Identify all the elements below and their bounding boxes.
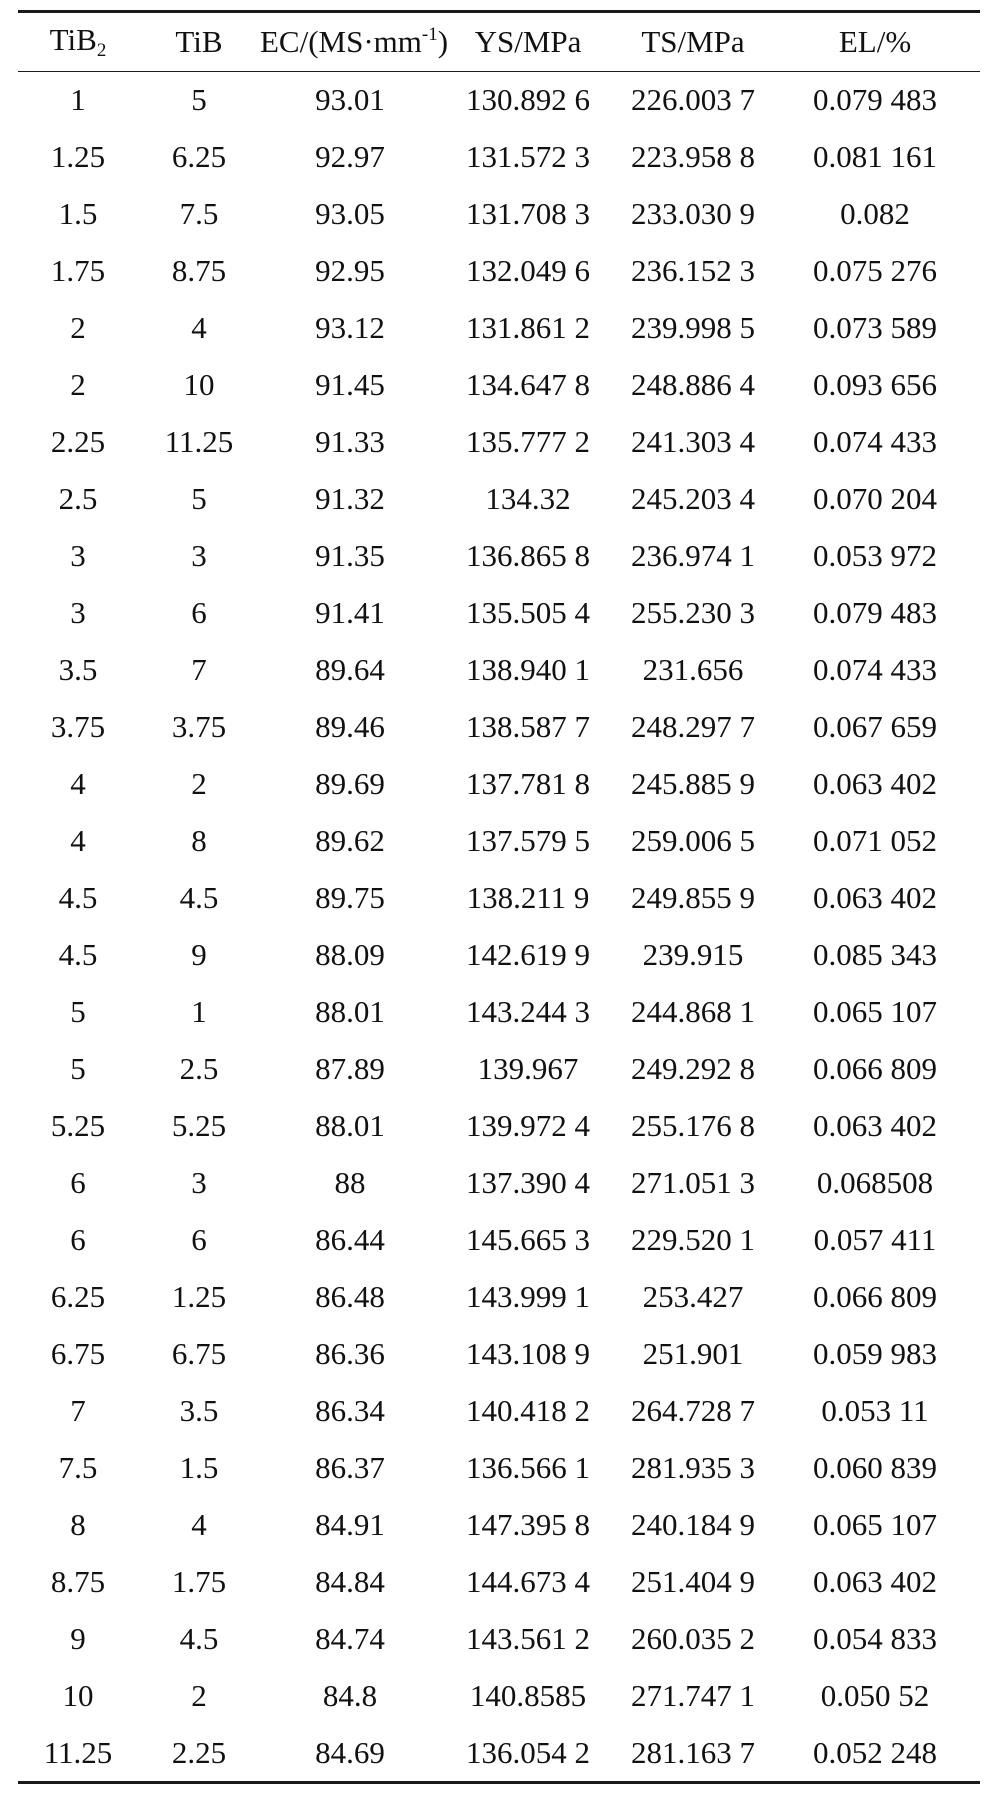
table-cell-tib: 5 [191,480,207,516]
table-row [18,698,980,755]
table-row [18,1439,980,1496]
table-cell-ys: 147.395 8 [466,1506,590,1542]
table-cell-ys: 138.940 1 [466,651,590,687]
table-cell-tib: 11.25 [164,423,234,459]
table-cell-ts: 239.998 5 [631,309,755,345]
table-cell-tib2: 6.75 [50,1335,106,1371]
table-cell-ts: 259.006 5 [631,822,755,858]
table-cell-ts: 226.003 7 [631,82,755,117]
table-cell-ys: 132.049 6 [466,252,590,288]
table-cell-el: 0.063 402 [813,765,937,801]
table-cell-el: 0.066 809 [813,1278,937,1314]
table-cell-el: 0.079 483 [813,594,937,630]
table-cell-tib2: 5 [70,1050,86,1086]
table-cell-ys: 131.708 3 [466,195,590,231]
table-cell-ys: 143.244 3 [466,993,590,1029]
table-cell-tib: 8 [191,822,207,858]
column-header-ec [260,12,449,72]
table-cell-tib: 2 [191,1677,207,1713]
table-cell-ec: 84.84 [315,1563,385,1599]
table-row [18,185,980,242]
table-cell-ys: 131.572 3 [466,138,590,174]
table-cell-tib2: 10 [62,1677,94,1713]
table-cell-tib: 5 [191,82,207,117]
table-cell-ec: 88.01 [315,993,385,1029]
table-row [18,641,980,698]
table-cell-ys: 138.587 7 [466,708,590,744]
table-cell-ec: 88 [334,1164,366,1200]
table-cell-ys: 134.32 [485,480,571,516]
table-row [18,72,980,129]
table-cell-ec: 86.34 [315,1392,385,1428]
table-cell-tib: 1.75 [171,1563,227,1599]
table-cell-tib2: 4 [70,822,86,858]
table-cell-ys: 137.781 8 [466,765,590,801]
table-cell-tib: 7 [191,651,207,687]
table-cell-ys: 135.505 4 [466,594,590,630]
table-body [18,72,980,1783]
table-cell-tib: 2.25 [171,1734,227,1770]
table-cell-ts: 223.958 8 [631,138,755,174]
table-cell-ys: 136.054 2 [466,1734,590,1770]
table-cell-ts: 240.184 9 [631,1506,755,1542]
table-cell-ts: 249.292 8 [631,1050,755,1086]
table-cell-tib2: 6.25 [50,1278,106,1314]
table-row [18,1610,980,1667]
table-cell-el: 0.053 11 [821,1392,929,1428]
table-row [18,1040,980,1097]
table-cell-tib: 1.25 [171,1278,227,1314]
table-cell-tib: 6.75 [171,1335,227,1371]
table-cell-tib: 4 [191,1506,207,1542]
header-row [18,12,980,72]
table-cell-tib: 6 [191,594,207,630]
table-cell-ec: 89.62 [315,822,385,858]
table-cell-ec: 89.75 [315,879,385,915]
table-cell-tib2: 2 [70,309,86,345]
table-row [18,983,980,1040]
table-cell-ec: 92.97 [315,138,385,174]
table-cell-ts: 229.520 1 [631,1221,755,1257]
table-cell-tib: 9 [191,936,207,972]
table-cell-ts: 271.747 1 [631,1677,755,1713]
table-cell-ts: 271.051 3 [631,1164,755,1200]
table-cell-tib2: 1.75 [50,252,106,288]
table-cell-ys: 130.892 6 [466,82,590,117]
table-cell-ts: 281.163 7 [631,1734,755,1770]
table-row [18,584,980,641]
table-cell-tib: 1.5 [179,1449,219,1485]
table-cell-ts: 231.656 [642,651,744,687]
column-header-text: TS/MPa [641,24,745,59]
table-cell-ts: 248.886 4 [631,366,755,402]
table-cell-ec: 89.46 [315,708,385,744]
table-row [18,527,980,584]
table-row [18,755,980,812]
table-header [18,12,980,72]
table-cell-ec: 89.64 [315,651,385,687]
table-cell-tib: 3 [191,537,207,573]
table-cell-tib2: 1.25 [50,138,106,174]
table-cell-tib2: 6 [70,1221,86,1257]
table-cell-tib2: 3 [70,537,86,573]
table-cell-ys: 137.390 4 [466,1164,590,1200]
table-cell-ec: 86.48 [315,1278,385,1314]
table-cell-ts: 244.868 1 [631,993,755,1029]
table-cell-ec: 91.45 [315,366,385,402]
table-cell-el: 0.082 [840,195,910,231]
column-header-text: TiB [175,24,223,59]
table-cell-el: 0.067 659 [813,708,937,744]
table-cell-ys: 140.418 2 [466,1392,590,1428]
table-cell-ys: 143.999 1 [466,1278,590,1314]
table-cell-ts: 245.885 9 [631,765,755,801]
table-cell-ts: 255.230 3 [631,594,755,630]
table-cell-ys: 135.777 2 [466,423,590,459]
table-row [18,1382,980,1439]
table-cell-ec: 93.01 [315,82,385,117]
table-cell-tib2: 3 [70,594,86,630]
table-cell-el: 0.063 402 [813,879,937,915]
table-cell-tib2: 11.25 [43,1734,113,1770]
table-cell-el: 0.057 411 [813,1221,937,1257]
column-header-tib2 [18,12,138,72]
table-cell-el: 0.079 483 [813,82,937,117]
table-row [18,1097,980,1154]
table-cell-ec: 86.36 [315,1335,385,1371]
table-cell-ec: 87.89 [315,1050,385,1086]
table-cell-tib2: 7.5 [58,1449,98,1485]
table-cell-ys: 137.579 5 [466,822,590,858]
table-cell-ec: 84.91 [315,1506,385,1542]
table-row [18,470,980,527]
table-row [18,1154,980,1211]
table-cell-tib: 3.75 [171,708,227,744]
table-cell-ts: 281.935 3 [631,1449,755,1485]
table-row [18,1211,980,1268]
table-cell-el: 0.050 52 [820,1677,930,1713]
table-cell-el: 0.065 107 [813,1506,937,1542]
table-cell-el: 0.071 052 [813,822,937,858]
table-cell-ec: 93.05 [315,195,385,231]
table-cell-ts: 236.152 3 [631,252,755,288]
table-cell-tib: 5.25 [171,1107,227,1143]
table-cell-ys: 139.972 4 [466,1107,590,1143]
table-cell-el: 0.081 161 [813,138,937,174]
table-cell-tib: 2.5 [179,1050,219,1086]
table-cell-tib: 3.5 [179,1392,219,1428]
column-header-text: TiB [49,22,97,57]
table-cell-ys: 139.967 [477,1050,579,1086]
table-cell-tib2: 6 [70,1164,86,1200]
table-cell-ys: 131.861 2 [466,309,590,345]
table-cell-ec: 91.32 [315,480,385,516]
table-cell-tib2: 3.5 [58,651,98,687]
table-cell-tib: 1 [191,993,207,1029]
table-row [18,356,980,413]
column-header-tail: ) [437,24,449,59]
table-cell-ec: 93.12 [315,309,385,345]
table-cell-ys: 144.673 4 [466,1563,590,1599]
table-cell-ys: 142.619 9 [466,936,590,972]
table-row [18,1553,980,1610]
table-cell-tib: 6 [191,1221,207,1257]
table-cell-ts: 248.297 7 [631,708,755,744]
table-cell-ec: 92.95 [315,252,385,288]
table-cell-tib2: 8.75 [50,1563,106,1599]
table-cell-ts: 236.974 1 [631,537,755,573]
table-row [18,1268,980,1325]
table-cell-el: 0.074 433 [813,651,937,687]
table-cell-tib2: 1 [70,82,86,117]
column-header-ts [616,12,770,72]
column-header-el [770,12,980,72]
table-cell-ys: 136.865 8 [466,537,590,573]
table-row [18,1724,980,1783]
table-row [18,242,980,299]
table-cell-tib: 4.5 [179,1620,219,1656]
table-cell-el: 0.070 204 [813,480,937,516]
table-cell-el: 0.085 343 [813,936,937,972]
table-cell-tib: 4 [191,309,207,345]
table-cell-tib: 7.5 [179,195,219,231]
table-cell-el: 0.073 589 [813,309,937,345]
table-cell-ec: 88.09 [315,936,385,972]
table-row [18,926,980,983]
table-cell-ts: 245.203 4 [631,480,755,516]
column-header-text: EC/(MS·mm [260,24,422,59]
column-header-superscript: -1 [421,24,438,45]
table-cell-el: 0.059 983 [813,1335,937,1371]
table-cell-tib2: 4.5 [58,879,98,915]
table-cell-ys: 138.211 9 [466,879,590,915]
table-cell-el: 0.053 972 [813,537,937,573]
table-cell-ec: 91.33 [315,423,385,459]
table-row [18,869,980,926]
table-cell-ys: 140.8585 [469,1677,587,1713]
table-cell-tib2: 2 [70,366,86,402]
table-cell-el: 0.063 402 [813,1107,937,1143]
table-cell-ts: 264.728 7 [631,1392,755,1428]
table-cell-ec: 86.37 [315,1449,385,1485]
table-cell-el: 0.052 248 [813,1734,937,1770]
column-header-text: YS/MPa [474,24,582,59]
table-cell-el: 0.075 276 [813,252,937,288]
table-cell-el: 0.066 809 [813,1050,937,1086]
table-cell-ts: 253.427 [642,1278,744,1314]
table-row [18,128,980,185]
table-cell-ec: 84.8 [322,1677,378,1713]
column-header-ys [437,12,616,72]
table-cell-ec: 84.69 [315,1734,385,1770]
table-row [18,1496,980,1553]
table-cell-tib: 2 [191,765,207,801]
table-cell-ys: 143.108 9 [466,1335,590,1371]
table-cell-ts: 260.035 2 [631,1620,755,1656]
table-cell-ec: 86.44 [315,1221,385,1257]
table-cell-el: 0.065 107 [813,993,937,1029]
table-row [18,1325,980,1382]
table-cell-ys: 143.561 2 [466,1620,590,1656]
table-cell-tib: 3 [191,1164,207,1200]
table-cell-ts: 239.915 [642,936,744,972]
table-cell-ts: 233.030 9 [631,195,755,231]
table-cell-ec: 89.69 [315,765,385,801]
table-cell-ts: 255.176 8 [631,1107,755,1143]
table-cell-el: 0.074 433 [813,423,937,459]
table-cell-ts: 251.901 [642,1335,744,1371]
table-cell-tib2: 2.5 [58,480,98,516]
table-cell-tib: 8.75 [171,252,227,288]
table-cell-ts: 251.404 9 [631,1563,755,1599]
table-cell-tib2: 7 [70,1392,86,1428]
table-cell-tib2: 9 [70,1620,86,1656]
table-cell-ec: 88.01 [315,1107,385,1143]
table-cell-tib2: 5.25 [50,1107,106,1143]
table-cell-el: 0.063 402 [813,1563,937,1599]
data-table [18,10,980,1784]
table-cell-ys: 145.665 3 [466,1221,590,1257]
table-cell-tib2: 4.5 [58,936,98,972]
table-row [18,1667,980,1724]
column-header-subscript: 2 [96,40,107,61]
table-cell-ys: 134.647 8 [466,366,590,402]
table-cell-tib: 6.25 [171,138,227,174]
column-header-text: EL/% [838,24,912,59]
table-cell-el: 0.054 833 [813,1620,937,1656]
table-cell-ts: 241.303 4 [631,423,755,459]
table-cell-ec: 84.74 [315,1620,385,1656]
table-row [18,413,980,470]
table-cell-el: 0.093 656 [813,366,937,402]
table-cell-tib2: 1.5 [58,195,98,231]
table-cell-tib2: 4 [70,765,86,801]
table-cell-ec: 91.35 [315,537,385,573]
table-cell-tib: 10 [183,366,215,402]
table-cell-tib2: 3.75 [50,708,106,744]
table-cell-tib2: 5 [70,993,86,1029]
column-header-tib [138,12,260,72]
table-cell-ec: 91.41 [315,594,385,630]
table-row [18,299,980,356]
table-cell-el: 0.068508 [816,1164,934,1200]
table-cell-tib2: 2.25 [50,423,106,459]
table-cell-ts: 249.855 9 [631,879,755,915]
table-cell-tib: 4.5 [179,879,219,915]
table-cell-el: 0.060 839 [813,1449,937,1485]
table-cell-tib2: 8 [70,1506,86,1542]
table-row [18,812,980,869]
table-cell-ys: 136.566 1 [466,1449,590,1485]
